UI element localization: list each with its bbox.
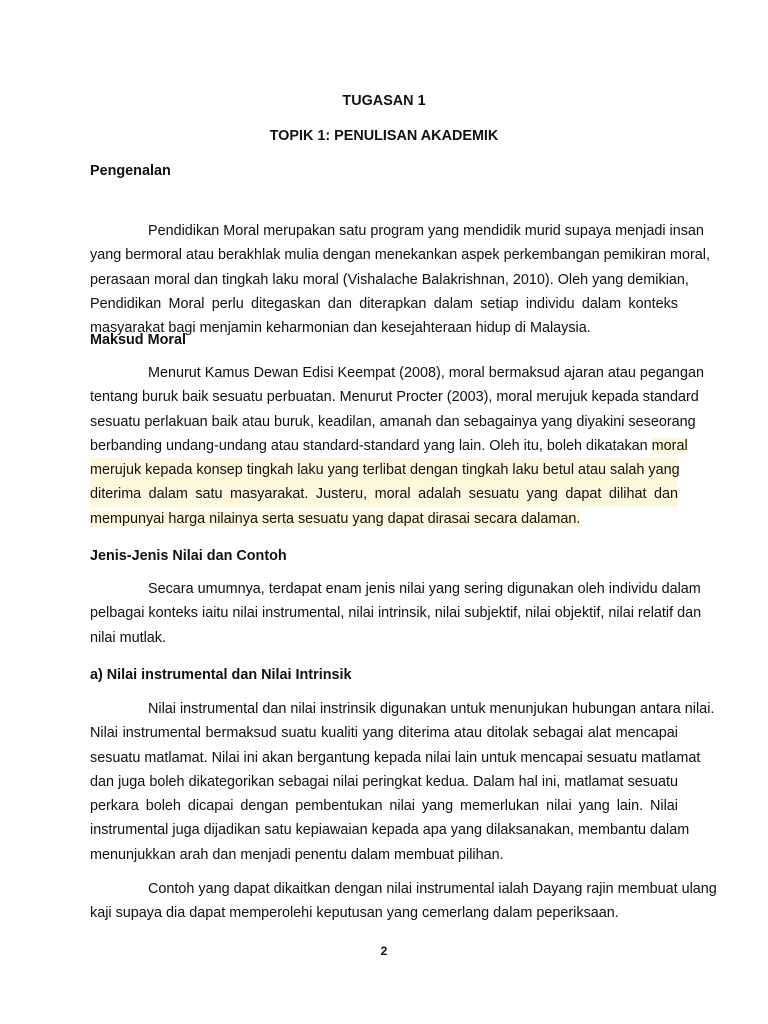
paragraph-line: sesuatu perlakuan baik atau buruk, keadilan, amanah dan sebagainya yang diyakini seseorang [90,413,696,430]
paragraph-line: menunjukkan arah dan menjadi penentu dalam membuat pilihan. [90,846,504,863]
paragraph-pengenalan [90,219,710,340]
paragraph-line: sesuatu matlamat. Nilai ini akan bergantung kepada nilai lain untuk mencapai sesuatu matlamat [90,749,701,766]
section-heading-pengenalan: Pengenalan [90,163,171,179]
paragraph-line: Contoh yang dapat dikaitkan dengan nilai instrumental ialah Dayang rajin membuat ulang [148,881,717,897]
highlighted-text: mempunyai harga nilainya serta sesuatu yang dapat dirasai secara dalaman. [90,510,581,527]
paragraph-nilai-instrumental [90,697,715,867]
paragraph-jenis-nilai [90,577,702,650]
paragraph-line: tentang buruk baik sesuatu perbuatan. Menurut Procter (2003), moral merujuk kepada standard [90,389,699,406]
page-number: 2 [380,944,388,958]
highlighted-line: diterima dalam satu masyarakat. Justeru, moral adalah sesuatu yang dapat dilihat dan [90,482,678,506]
paragraph-line: pelbagai konteks iaitu nilai instrumental, nilai intrinsik, nilai subjektif, nilai objektif, nilai relatif dan [90,605,702,622]
paragraph-line: instrumental juga dijadikan satu kepiawaian kepada apa yang dilaksanakan, membantu dalam [90,822,690,839]
section-heading-jenis-nilai: Jenis-Jenis Nilai dan Contoh [90,548,287,564]
paragraph-line: masyarakat bagi menjamin keharmonian dan kesejahteraan hidup di Malaysia. [90,320,591,337]
highlighted-line: merujuk kepada konsep tingkah laku yang terlibat dengan tingkah laku betul atau salah yang [90,458,678,482]
paragraph-line [90,507,678,531]
paragraph-line: Nilai instrumental bermaksud suatu kualiti yang diterima atau ditolak sebagai alat mencapai [90,725,678,742]
section-heading-nilai-instrumental: a) Nilai instrumental dan Nilai Intrinsik [90,667,352,683]
paragraph-line: perasaan moral dan tingkah laku moral (Vishalache Balakrishnan, 2010). Oleh yang demikian, [90,271,689,288]
paragraph-line: nilai mutlak. [90,629,166,646]
paragraph-line: kaji supaya dia dapat memperolehi keputusan yang cemerlang dalam peperiksaan. [90,905,619,922]
paragraph-line [90,434,688,458]
document-subtitle: TOPIK 1: PENULISAN AKADEMIK [269,128,499,144]
document-title: TUGASAN 1 [342,93,426,109]
paragraph-line: Menurut Kamus Dewan Edisi Keempat (2008), moral bermaksud ajaran atau pegangan [148,365,704,381]
paragraph-line: yang bermoral atau berakhlak mulia dengan menekankan aspek perkembangan pemikiran moral, [90,247,710,264]
paragraph-line: Nilai instrumental dan nilai instrinsik digunakan untuk menunjukan hubungan antara nilai. [148,701,715,717]
paragraph-contoh-instrumental [90,877,717,926]
paragraph-line: perkara boleh dicapai dengan pembentukan nilai yang memerlukan nilai yang lain. Nilai [90,798,678,815]
line-text: berbanding undang-undang atau standard-standard yang lain. Oleh itu, boleh dikatakan [90,437,648,454]
paragraph-line: Pendidikan Moral perlu ditegaskan dan diterapkan dalam setiap individu dalam konteks [90,295,678,312]
paragraph-line: dan juga boleh dikategorikan sebagai nilai peringkat kedua. Dalam hal ini, matlamat sesuatu [90,773,678,790]
paragraph-maksud-moral [90,361,704,531]
paragraph-line: Pendidikan Moral merupakan satu program yang mendidik murid supaya menjadi insan [148,223,704,239]
highlighted-text: moral [651,437,688,454]
section-heading-maksud-moral: Maksud Moral [90,332,186,348]
paragraph-line: Secara umumnya, terdapat enam jenis nilai yang sering digunakan oleh individu dalam [148,581,701,597]
